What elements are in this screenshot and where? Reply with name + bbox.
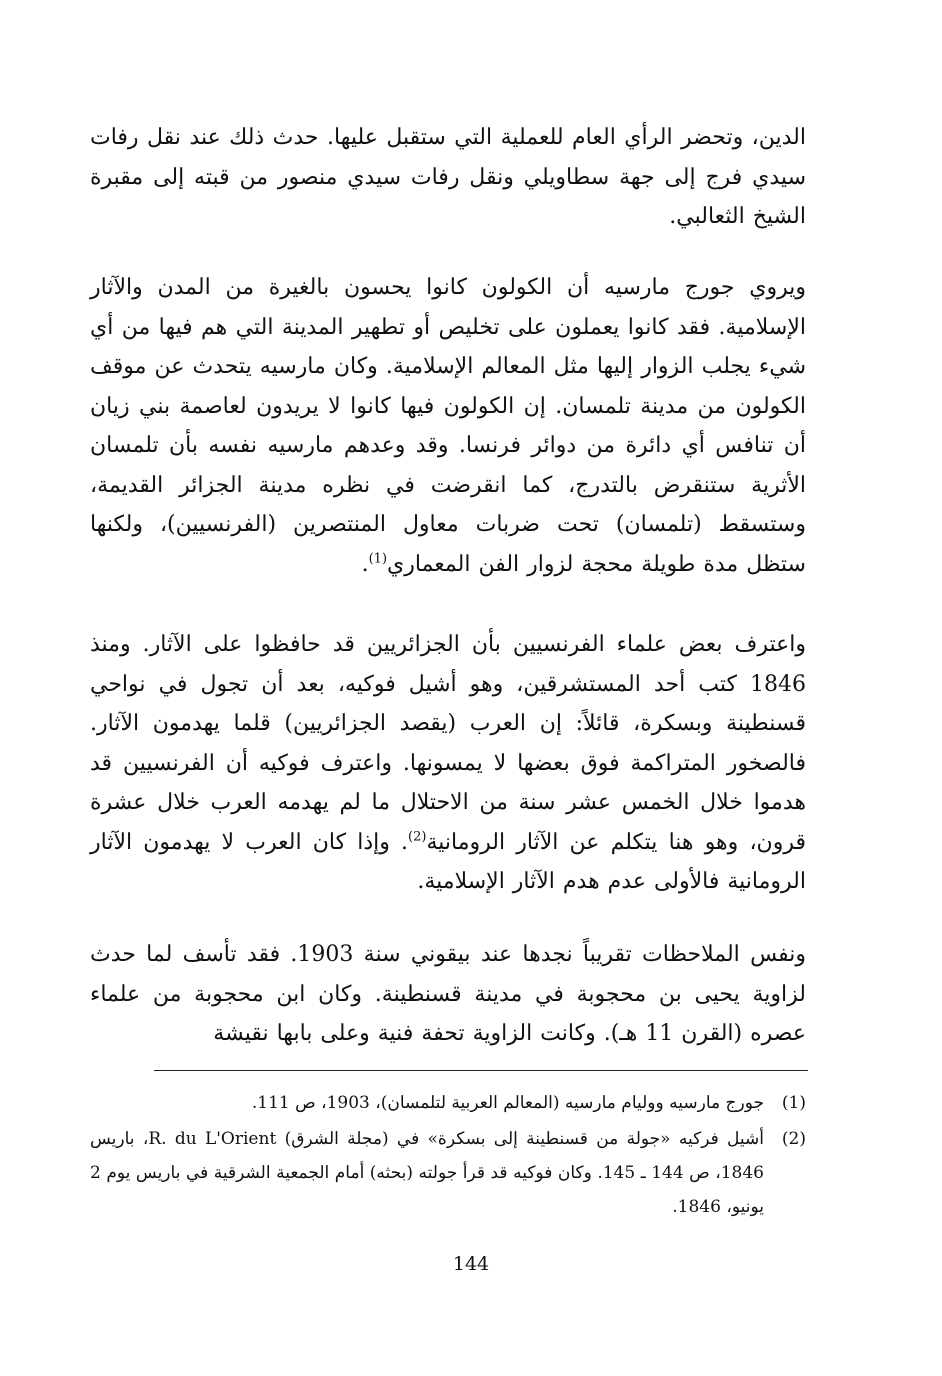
footnote-1-number: (1) (781, 1093, 806, 1113)
footnotes (90, 1086, 806, 1226)
footnote-2-number: (2) (781, 1129, 806, 1149)
footnote-1-text: جورج مارسيه ووليام مارسيه (المعالم العربية لتلمسان)، 1903، ص 111. (251, 1093, 764, 1113)
paragraph-2-tail: . (361, 551, 369, 577)
footnote-reference-1: (1) (368, 551, 388, 567)
footnote-2-text: أشيل فركيه «جولة من قسنطينة إلى بسكرة» في (مجلة الشرق) R. du L'Orient، باريس 1846، ص 144 ـ 145. وكان فوكيه قد قرأ جولته (بحثه) أمام الجمعية الشرقية في باريس يوم 2 يونيو، 1846. (90, 1129, 764, 1217)
paragraph-3-tail: . وإذا كان العرب لا يهدمون الآثار الرومانية فالأولى عدم هدم الآثار الإسلامية. (90, 829, 806, 894)
page-number: 144 (452, 1253, 490, 1275)
body-paragraph-4 (90, 935, 806, 1054)
footnote-separator (154, 1070, 808, 1071)
paragraph-2-text: ويروي جورج مارسيه أن الكولون كانوا يحسون بالغيرة من المدن والآثار الإسلامية. فقد كانوا يعملون على تخليص أو تطهير المدينة التي هم فيها من أي شيء يجلب الزوار إليها مثل المعالم الإسلامية. وكان مارسيه يتحدث عن موقف الكولون من مدينة تلمسان. إن الكولون فيها كانوا لا يريدون لعاصمة بني زيان أن تنافس أي دائرة من دوائر فرنسا. وقد وعدهم مارسيه نفسه بأن تلمسان الأثرية ستنقرض بالتدرج، كما انقرضت في نظره مدينة الجزائر القديمة، وستسقط (تلمسان) تحت ضربات معاول المنتصرين (الفرنسيين)، ولكنها ستظل مدة طويلة محجة لزوار الفن المعماري (90, 275, 806, 577)
paragraph-3-text: واعترف بعض علماء الفرنسيين بأن الجزائريين قد حافظوا على الآثار. ومنذ 1846 كتب أحد المستشرقين، وهو أشيل فوكيه، بعد أن تجول في نواحي قسنطينة وبسكرة، قائلاً: إن العرب (يقصد الجزائريين) قلما يهدمون الآثار. فالصخور المتراكمة فوق بعضها لا يمسونها. واعترف فوكيه أن الفرنسيين قد هدموا خلال الخمس عشر سنة من الاحتلال ما لم يهدمه العرب خلال عشرة قرون، وهو هنا يتكلم عن الآثار الرومانية (90, 632, 806, 855)
footnote-reference-2: (2) (408, 829, 427, 845)
paragraph-4-text: ونفس الملاحظات تقريباً نجدها عند بيقوني سنة 1903. فقد تأسف لما حدث لزاوية يحيى بن محجوبة في مدينة قسنطينة. وكان ابن محجوبة من علماء عصره (القرن 11 هـ). وكانت الزاوية تحفة فنية وعلى بابها نقيشة (90, 942, 806, 1046)
footnote-2 (90, 1122, 806, 1224)
body-paragraph-2 (90, 268, 806, 584)
body-paragraph-3 (90, 625, 806, 902)
paragraph-1-text: الدين، وتحضر الرأي العام للعملية التي ستقبل عليها. حدث ذلك عند نقل رفات سيدي فرج إلى جهة سطاويلي ونقل رفات سيدي منصور من قبته إلى مقبرة الشيخ الثعالبي. (90, 125, 806, 229)
footnote-1 (90, 1086, 806, 1120)
body-paragraph-1 (90, 118, 806, 237)
